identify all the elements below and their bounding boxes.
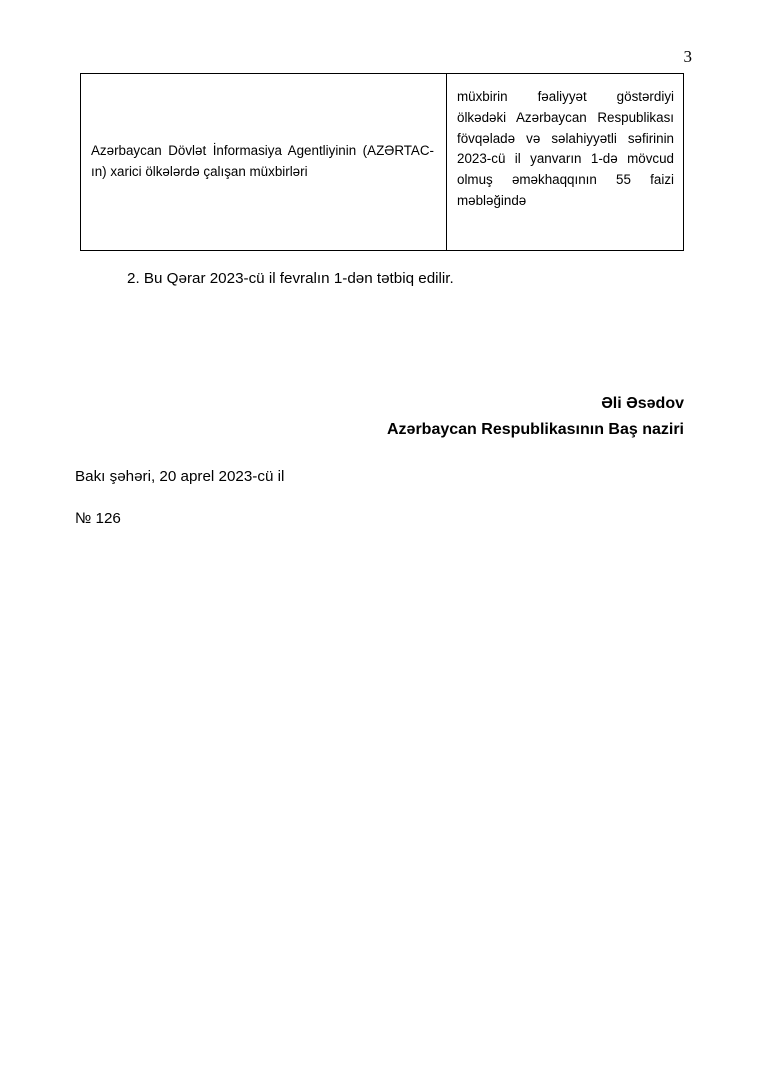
signature-block (80, 391, 684, 443)
table-cell-category-text: Azərbaycan Dövlət İnformasiya Agentliyinin (AZƏRTAC-ın) xarici ölkələrdə çalışan müxbirləri (91, 143, 434, 179)
table-cell-amount-text: müxbirin fəaliyyət göstərdiyi ölkədəki Azərbaycan Respublikası fövqəladə və səlahiyyətli səfirinin 2023-cü il yanvarın 1-də mövcud olmuş əməkhaqqının 55 faizi məbləğində (457, 89, 674, 208)
place-and-date: Bakı şəhəri, 20 aprel 2023-cü il (75, 468, 285, 485)
paragraph-2: 2. Bu Qərar 2023-cü il fevralın 1-dən tətbiq edilir. (127, 270, 454, 287)
signature-name: Əli Əsədov (601, 395, 684, 412)
salary-table (80, 73, 684, 251)
table-cell-category (81, 74, 447, 250)
page-number: 3 (683, 47, 692, 66)
table-cell-amount (447, 74, 683, 250)
signature-title: Azərbaycan Respublikasının Baş naziri (387, 420, 684, 438)
document-number: № 126 (75, 510, 121, 527)
